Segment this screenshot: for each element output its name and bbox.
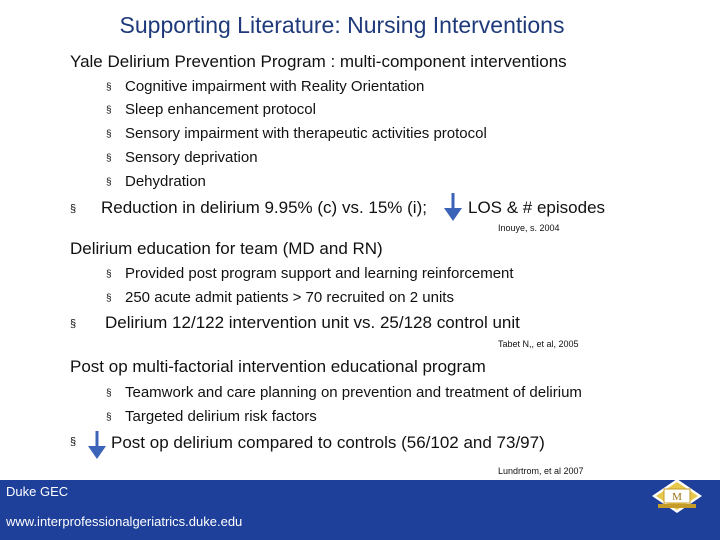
down-arrow-icon (86, 430, 108, 460)
bullet-icon: § (106, 105, 112, 116)
footer-org: Duke GEC (6, 484, 69, 499)
section3-citation: Lundrtrom, et al 2007 (498, 466, 584, 476)
section1-citation: Inouye, s. 2004 (498, 223, 560, 233)
down-arrow-icon (442, 192, 464, 222)
section3-heading: Post op multi-factorial intervention educational program (70, 357, 486, 376)
bullet-icon: § (106, 153, 112, 164)
bullet-icon: § (70, 318, 77, 330)
bullet-icon: § (106, 269, 112, 280)
list-item: Sensory deprivation (125, 149, 258, 166)
bullet-icon: § (70, 436, 77, 448)
list-item: Dehydration (125, 173, 206, 190)
duke-logo-icon (650, 478, 704, 514)
section2-citation: Tabet N,, et al, 2005 (498, 339, 579, 349)
section2-result: Delirium 12/122 intervention unit vs. 25/128 control unit (105, 313, 520, 332)
bullet-icon: § (106, 412, 112, 423)
bullet-icon: § (106, 129, 112, 140)
list-item: Sensory impairment with therapeutic activities protocol (125, 125, 487, 142)
section1-result: Reduction in delirium 9.95% (c) vs. 15% (i); (101, 198, 427, 217)
logo-letter: M (672, 491, 682, 503)
list-item: Teamwork and care planning on prevention and treatment of delirium (125, 384, 582, 401)
list-item: Targeted delirium risk factors (125, 408, 317, 425)
footer-bar (0, 480, 720, 540)
bullet-icon: § (106, 177, 112, 188)
list-item: Sleep enhancement protocol (125, 101, 316, 118)
bullet-icon: § (106, 388, 112, 399)
list-item: Cognitive impairment with Reality Orientation (125, 78, 425, 95)
section1-result-tail: LOS & # episodes (468, 198, 606, 217)
section3-result: Post op delirium compared to controls (56/102 and 73/97) (111, 433, 545, 452)
bullet-icon: § (106, 82, 112, 93)
footer-url[interactable]: www.interprofessionalgeriatrics.duke.edu (6, 514, 243, 529)
bullet-icon: § (70, 203, 77, 215)
list-item: 250 acute admit patients > 70 recruited on 2 units (125, 289, 454, 306)
section1-heading: Yale Delirium Prevention Program : multi-component interventions (70, 52, 567, 71)
section2-heading: Delirium education for team (MD and RN) (70, 239, 383, 258)
slide-title: Supporting Literature: Nursing Interventions (119, 12, 565, 38)
list-item: Provided post program support and learning reinforcement (125, 265, 514, 282)
bullet-icon: § (106, 293, 112, 304)
